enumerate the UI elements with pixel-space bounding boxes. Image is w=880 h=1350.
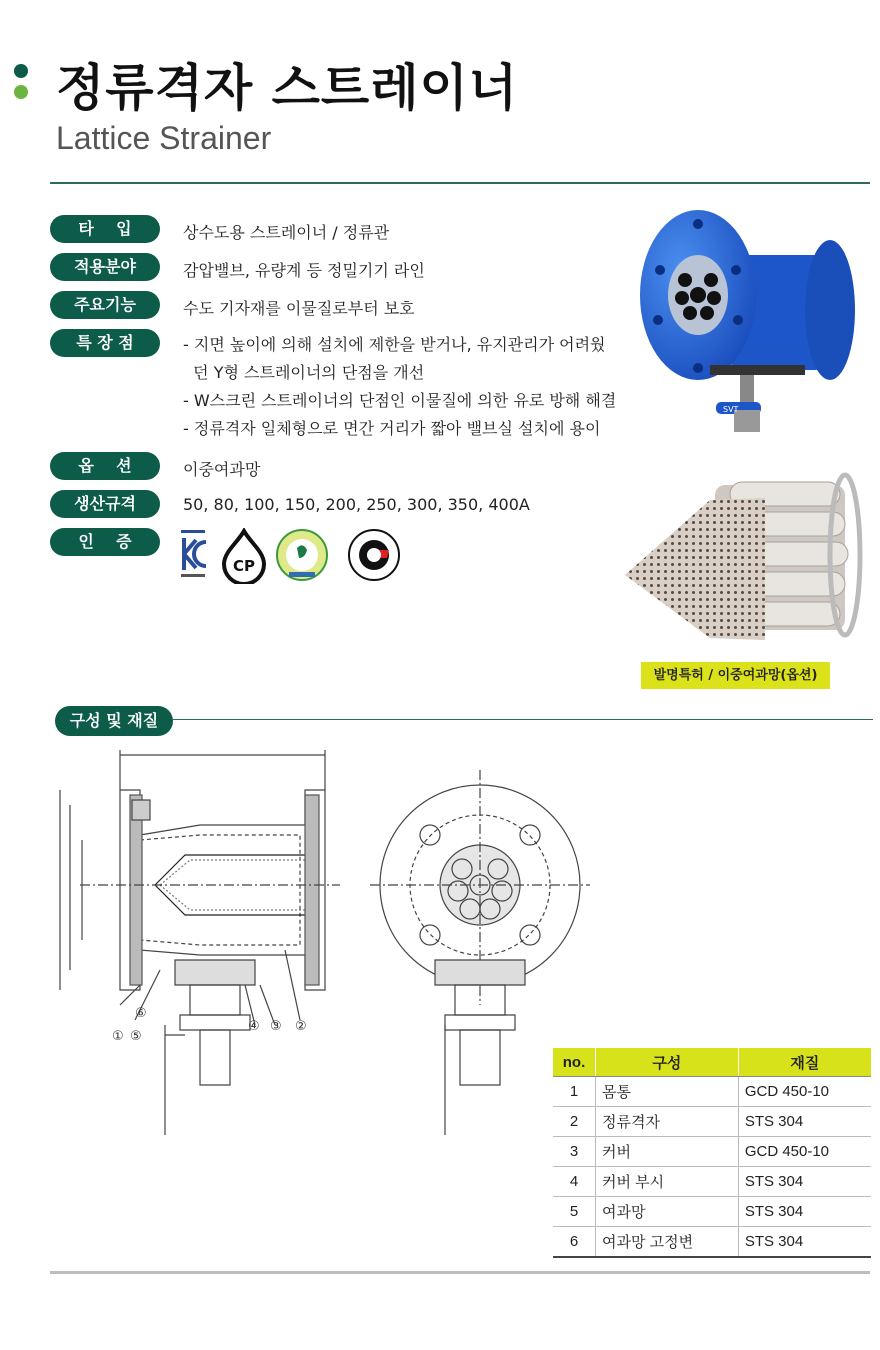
light-green-dot: [14, 85, 28, 99]
cell-material: STS 304: [738, 1197, 871, 1227]
callout-4: ④: [248, 1019, 260, 1034]
cell-no: 5: [553, 1197, 596, 1227]
svg-text:SVT: SVT: [723, 405, 739, 414]
header-material: 재질: [738, 1048, 871, 1077]
ip-mark-icon: [347, 528, 401, 582]
spec-label: 특 장 점: [50, 329, 160, 357]
cell-no: 6: [553, 1227, 596, 1258]
footer-divider: [50, 1271, 870, 1274]
filter-screen-photo: [620, 470, 865, 645]
kc-mark-icon: [180, 528, 210, 580]
callout-3: ③: [270, 1019, 282, 1034]
spec-value: 50, 80, 100, 150, 200, 250, 300, 350, 400A: [183, 495, 530, 514]
parts-table: [553, 1048, 871, 1258]
feature-line: - 정류격자 일체형으로 면간 거리가 짧아 밸브실 설치에 용이: [183, 419, 601, 438]
cell-part: 몸통: [596, 1077, 739, 1107]
header-part: 구성: [596, 1048, 739, 1077]
feature-line: - W스크린 스트레이너의 단점인 이물질에 의한 유로 방해 해결: [183, 391, 617, 410]
cell-material: GCD 450-10: [738, 1137, 871, 1167]
cp-text: CP: [232, 557, 256, 575]
callout-2: ②: [295, 1019, 307, 1034]
page-title: 정류격자 스트레이너: [56, 59, 519, 117]
cell-no: 2: [553, 1107, 596, 1137]
spec-value: 수도 기자재를 이물질로부터 보호: [183, 299, 415, 318]
cell-material: GCD 450-10: [738, 1077, 871, 1107]
eco-mark-icon: [275, 528, 329, 582]
spec-value: 상수도용 스트레이너 / 정류관: [183, 223, 390, 242]
table-row: [553, 1107, 871, 1137]
cell-part: 커버: [596, 1137, 739, 1167]
dark-green-dot: [14, 64, 28, 78]
header-divider: [50, 182, 870, 184]
section-divider: [173, 719, 873, 720]
spec-label: 인 증: [50, 528, 160, 556]
feature-line: 던 Y형 스트레이너의 단점을 개선: [183, 363, 425, 382]
section-title: 구성 및 재질: [55, 706, 173, 736]
features-list: [183, 331, 616, 443]
spec-label: 타 입: [50, 215, 160, 243]
callout-5: ⑤: [130, 1029, 142, 1044]
spec-label: 생산규격: [50, 490, 160, 518]
cell-no: 1: [553, 1077, 596, 1107]
cell-part: 여과망: [596, 1197, 739, 1227]
cell-part: 여과망 고정변: [596, 1227, 739, 1258]
table-row: [553, 1197, 871, 1227]
callout-6: ⑥: [135, 1006, 147, 1021]
table-row: [553, 1077, 871, 1107]
spec-label: 주요기능: [50, 291, 160, 319]
table-row: [553, 1227, 871, 1258]
technical-drawing: [50, 745, 620, 1145]
strainer-product-photo: [640, 210, 860, 435]
spec-label: 적용분야: [50, 253, 160, 281]
page-subtitle: Lattice Strainer: [56, 120, 272, 156]
spec-label: 옵 션: [50, 452, 160, 480]
cp-mark-icon: [220, 528, 268, 584]
cell-material: STS 304: [738, 1227, 871, 1258]
callout-1: ①: [112, 1029, 124, 1044]
header-no: no.: [553, 1048, 596, 1077]
cell-no: 4: [553, 1167, 596, 1197]
cell-no: 3: [553, 1137, 596, 1167]
table-header-row: [553, 1048, 871, 1077]
cell-part: 정류격자: [596, 1107, 739, 1137]
patent-badge: 발명특허 / 이중여과망(옵션): [641, 662, 830, 689]
spec-value: 이중여과망: [183, 460, 261, 479]
cell-material: STS 304: [738, 1167, 871, 1197]
table-row: [553, 1167, 871, 1197]
title-bullet-dots: [14, 64, 30, 106]
table-row: [553, 1137, 871, 1167]
cell-part: 커버 부시: [596, 1167, 739, 1197]
feature-line: - 지면 높이에 의해 설치에 제한을 받거나, 유지관리가 어려웠: [183, 335, 606, 354]
cell-material: STS 304: [738, 1107, 871, 1137]
spec-value: 감압밸브, 유량계 등 정밀기기 라인: [183, 261, 425, 280]
